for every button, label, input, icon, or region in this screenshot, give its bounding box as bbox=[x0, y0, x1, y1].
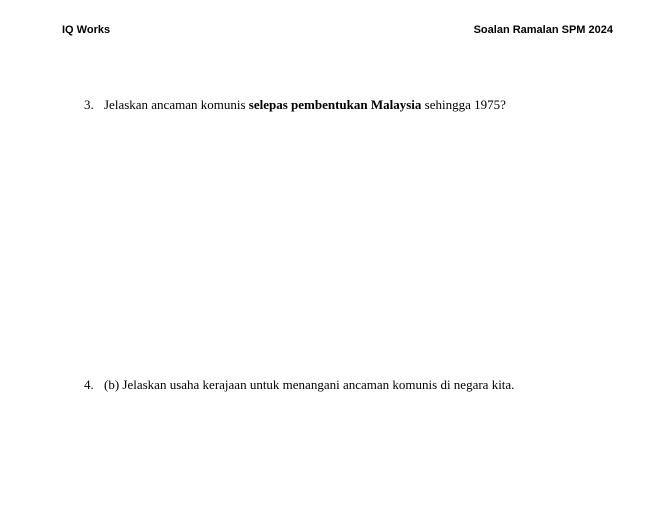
question-text: (b) Jelaskan usaha kerajaan untuk menangani ancaman komunis di negara kita. bbox=[104, 377, 515, 392]
header-right-title: Soalan Ramalan SPM 2024 bbox=[473, 24, 613, 36]
question-number: 3. bbox=[84, 97, 94, 112]
question-text-end: sehingga 1975? bbox=[421, 97, 506, 112]
question-4 bbox=[84, 377, 514, 393]
question-3 bbox=[84, 97, 506, 113]
question-text-emphasis: selepas pembentukan Malaysia bbox=[248, 97, 422, 112]
question-text-start: Jelaskan ancaman komunis bbox=[104, 97, 249, 112]
header-left-title: IQ Works bbox=[62, 24, 111, 36]
question-number: 4. bbox=[84, 377, 94, 392]
